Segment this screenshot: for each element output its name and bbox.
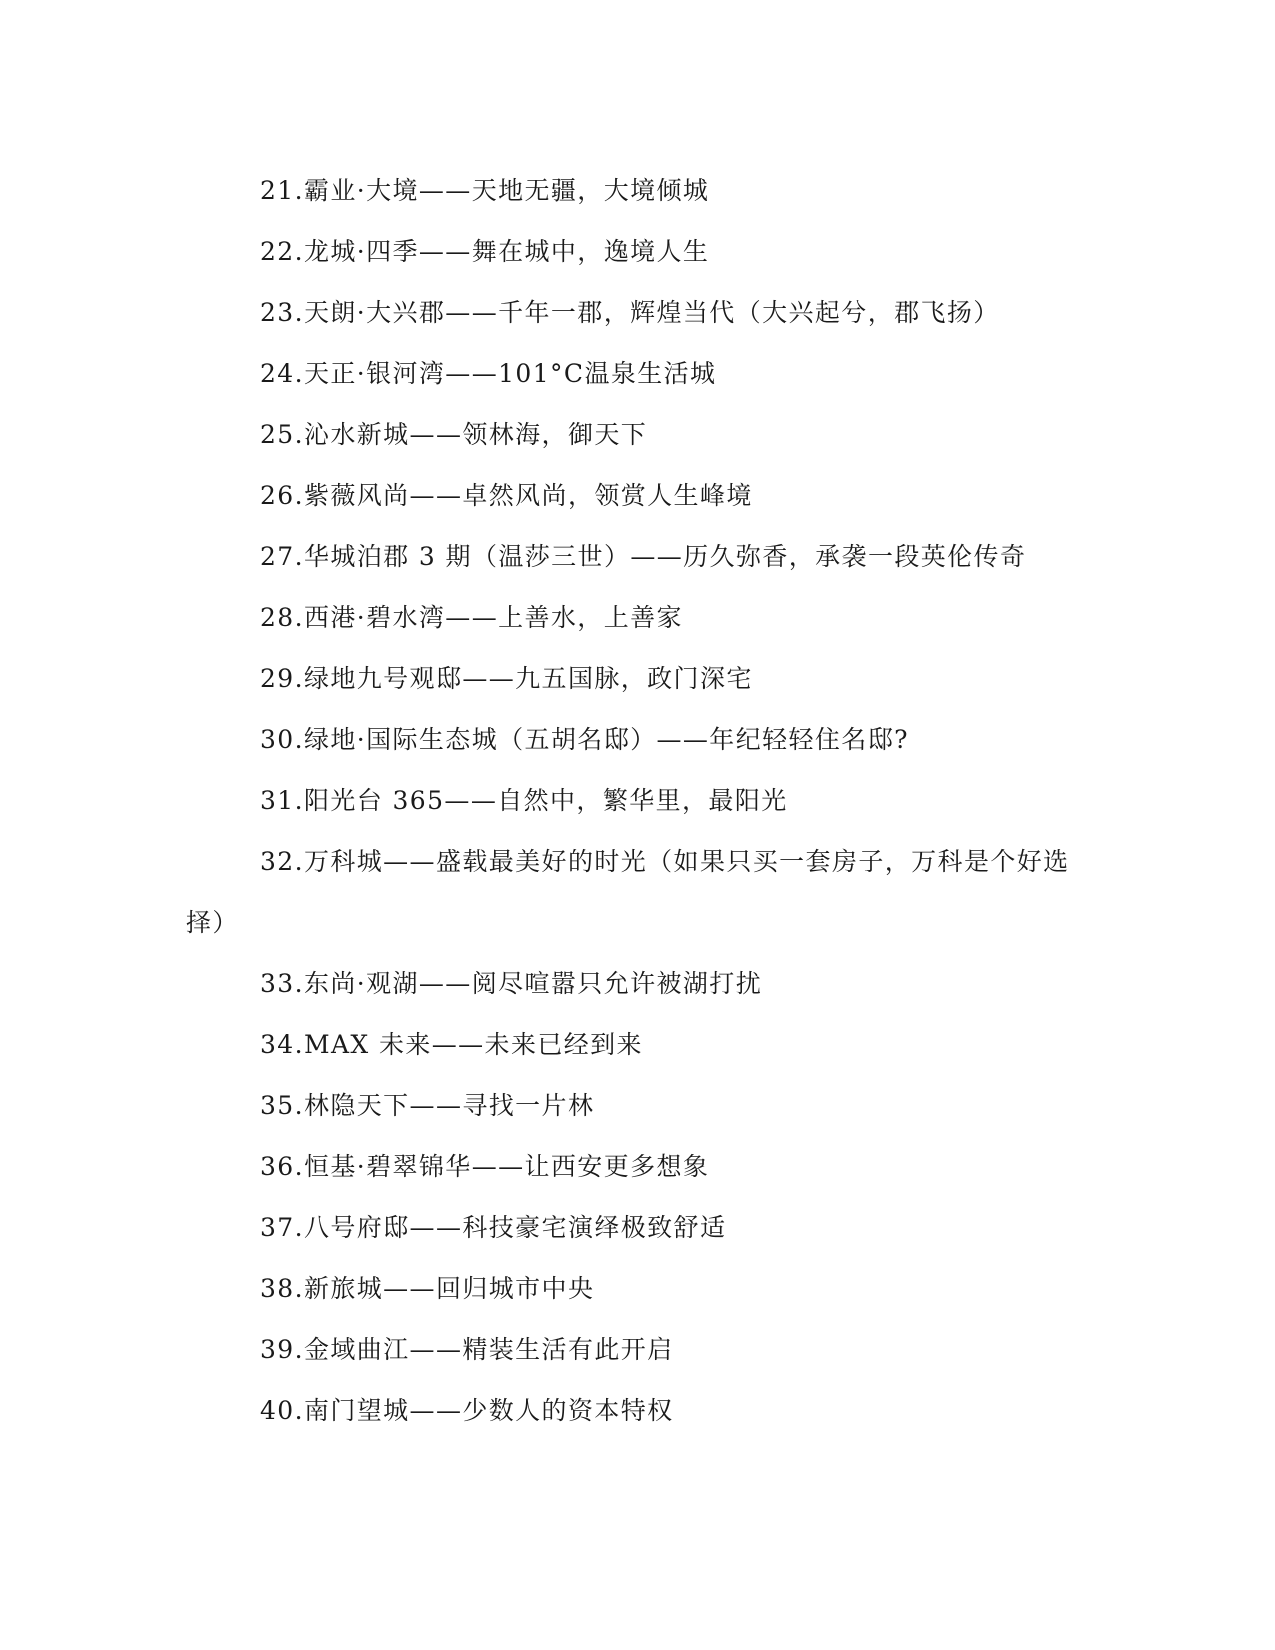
list-item: 34.MAX 未来——未来已经到来 — [260, 1030, 643, 1059]
list-item: 28.西港·碧水湾——上善水，上善家 — [260, 603, 683, 632]
list-item: 23.天朗·大兴郡——千年一郡，辉煌当代（大兴起兮，郡飞扬） — [260, 298, 1000, 327]
list-item: 37.八号府邸——科技豪宅演绎极致舒适 — [260, 1213, 727, 1242]
list-item: 25.沁水新城——领林海，御天下 — [260, 420, 648, 449]
list-item: 26.紫薇风尚——卓然风尚，领赏人生峰境 — [260, 481, 753, 510]
list-item: 21.霸业·大境——天地无疆，大境倾城 — [260, 176, 710, 205]
list-item: 33.东尚·观湖——阅尽喧嚣只允许被湖打扰 — [260, 969, 763, 998]
list-item: 30.绿地·国际生态城（五胡名邸）——年纪轻轻住名邸? — [260, 725, 909, 754]
list-item: 32.万科城——盛载最美好的时光（如果只买一套房子，万科是个好选择） — [186, 847, 1070, 937]
list-item: 36.恒基·碧翠锦华——让西安更多想象 — [260, 1152, 710, 1181]
list-item: 38.新旅城——回归城市中央 — [260, 1274, 595, 1303]
list-item: 39.金域曲江——精装生活有此开启 — [260, 1335, 674, 1364]
list-item: 22.龙城·四季——舞在城中，逸境人生 — [260, 237, 710, 266]
list-item: 29.绿地九号观邸——九五国脉，政门深宅 — [260, 664, 753, 693]
list-item: 40.南门望城——少数人的资本特权 — [260, 1396, 674, 1425]
list-item: 31.阳光台 365——自然中，繁华里，最阳光 — [260, 786, 788, 815]
list-item: 27.华城泊郡 3 期（温莎三世）——历久弥香，承袭一段英伦传奇 — [260, 542, 1027, 571]
list-item: 24.天正·银河湾——101°C温泉生活城 — [260, 359, 717, 388]
slogan-list — [186, 160, 1086, 1441]
list-item: 35.林隐天下——寻找一片林 — [260, 1091, 595, 1120]
